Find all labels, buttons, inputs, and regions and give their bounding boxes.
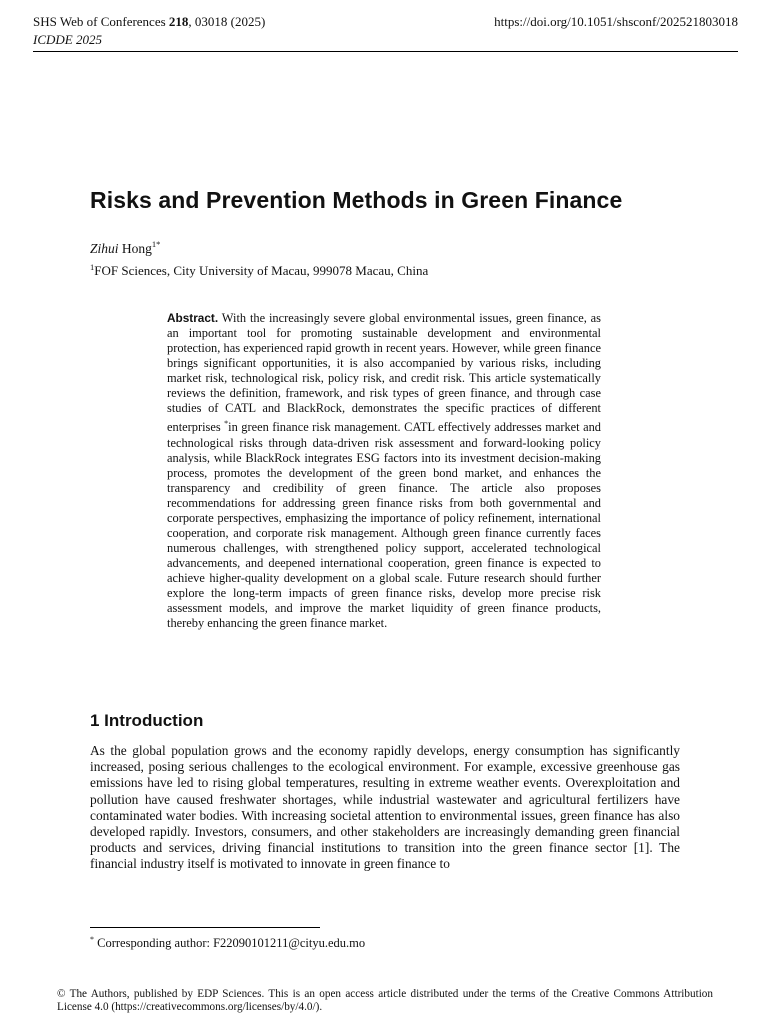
footnote bbox=[90, 935, 365, 951]
abstract-text-1: With the increasingly severe global environmental issues, green finance, as an important tool for promoting sustainable development and environmental protection, has experienced rapid growth in recent years. However, while green finance brings significant opportunities, it is also accompanied by various risks, including market risk, technological risk, policy risk, and credit risk. This article systematically reviews the definition, framework, and risk types of green finance, and through case studies of CATL and BlackRock, demonstrates the specific practices of different enterprises bbox=[167, 311, 601, 435]
author-line bbox=[90, 239, 160, 257]
doi-link[interactable]: https://doi.org/10.1051/shsconf/202521803018 bbox=[494, 14, 738, 29]
abstract-text-2: in green finance risk management. CATL effectively addresses market and technological risks through data-driven risk assessment and forward-looking policy analysis, while BlackRock integrates ESG factors into its investment decision-making process, promotes the development of the green bond market, and enhances the transparency and credibility of green finance. The article also proposes recommendations for addressing green finance risks from both governmental and corporate perspectives, emphasizing the importance of policy refinement, international cooperation, and corporate risk management. Although green finance currently faces numerous challenges, with strengthened policy support, accelerated technological advancements, and deepened international cooperation, green finance is expected to achieve higher-quality development on a global scale. Future research should further explore the long-term impacts of green finance risks, develop more precise risk assessment models, and improve the market liquidity of green finance products, thereby enhancing the green finance market. bbox=[167, 420, 601, 631]
license-notice: © The Authors, published by EDP Sciences. This is an open access article distributed under the terms of the Creative Commons Attribution License 4.0 (https://creativecommons.org/licenses/by/4.0/). bbox=[57, 988, 713, 1013]
intro-paragraph: As the global population grows and the economy rapidly develops, energy consumption has significantly increased, posing serious challenges to the ecological environment. For example, excessive greenhouse gas emissions have led to rising global temperatures, resulting in extreme weather events. Overexploitation and pollution have caused freshwater shortages, while industrial wastewater and agricultural fertilizers have contaminated water bodies. With increasing societal attention to environmental issues, green finance has also developed rapidly. Investors, consumers, and other stakeholders are increasingly demanding green financial products and services, driving financial institutions to transition into the green finance sector [1]. The financial industry itself is motivated to innovate in green finance to bbox=[90, 743, 680, 872]
journal-volume: 218 bbox=[168, 14, 189, 29]
article-number: , 03018 (2025) bbox=[188, 14, 266, 29]
footnote-text: Corresponding author: F22090101211@cityu.edu.mo bbox=[94, 936, 366, 950]
author-given-name: Zihui bbox=[90, 241, 119, 256]
affiliation bbox=[90, 262, 428, 279]
header-divider bbox=[33, 51, 738, 52]
running-header bbox=[33, 13, 265, 49]
conference-name: ICDDE 2025 bbox=[33, 32, 102, 47]
footnote-mark: * bbox=[90, 935, 94, 944]
author-family-name: Hong bbox=[121, 241, 152, 256]
affiliation-mark: 1 bbox=[90, 262, 95, 272]
abstract-mark: * bbox=[224, 419, 229, 429]
affiliation-text: FOF Sciences, City University of Macau, 999078 Macau, China bbox=[94, 263, 429, 278]
author-marks: 1* bbox=[151, 239, 161, 249]
journal-citation bbox=[33, 13, 265, 31]
footnote-divider bbox=[90, 927, 320, 928]
paper-title: Risks and Prevention Methods in Green Finance bbox=[90, 187, 623, 213]
abstract-label: Abstract. bbox=[167, 311, 219, 325]
journal-name: SHS Web of Conferences bbox=[33, 14, 166, 29]
section-heading: 1 Introduction bbox=[90, 711, 204, 730]
abstract bbox=[167, 311, 601, 631]
